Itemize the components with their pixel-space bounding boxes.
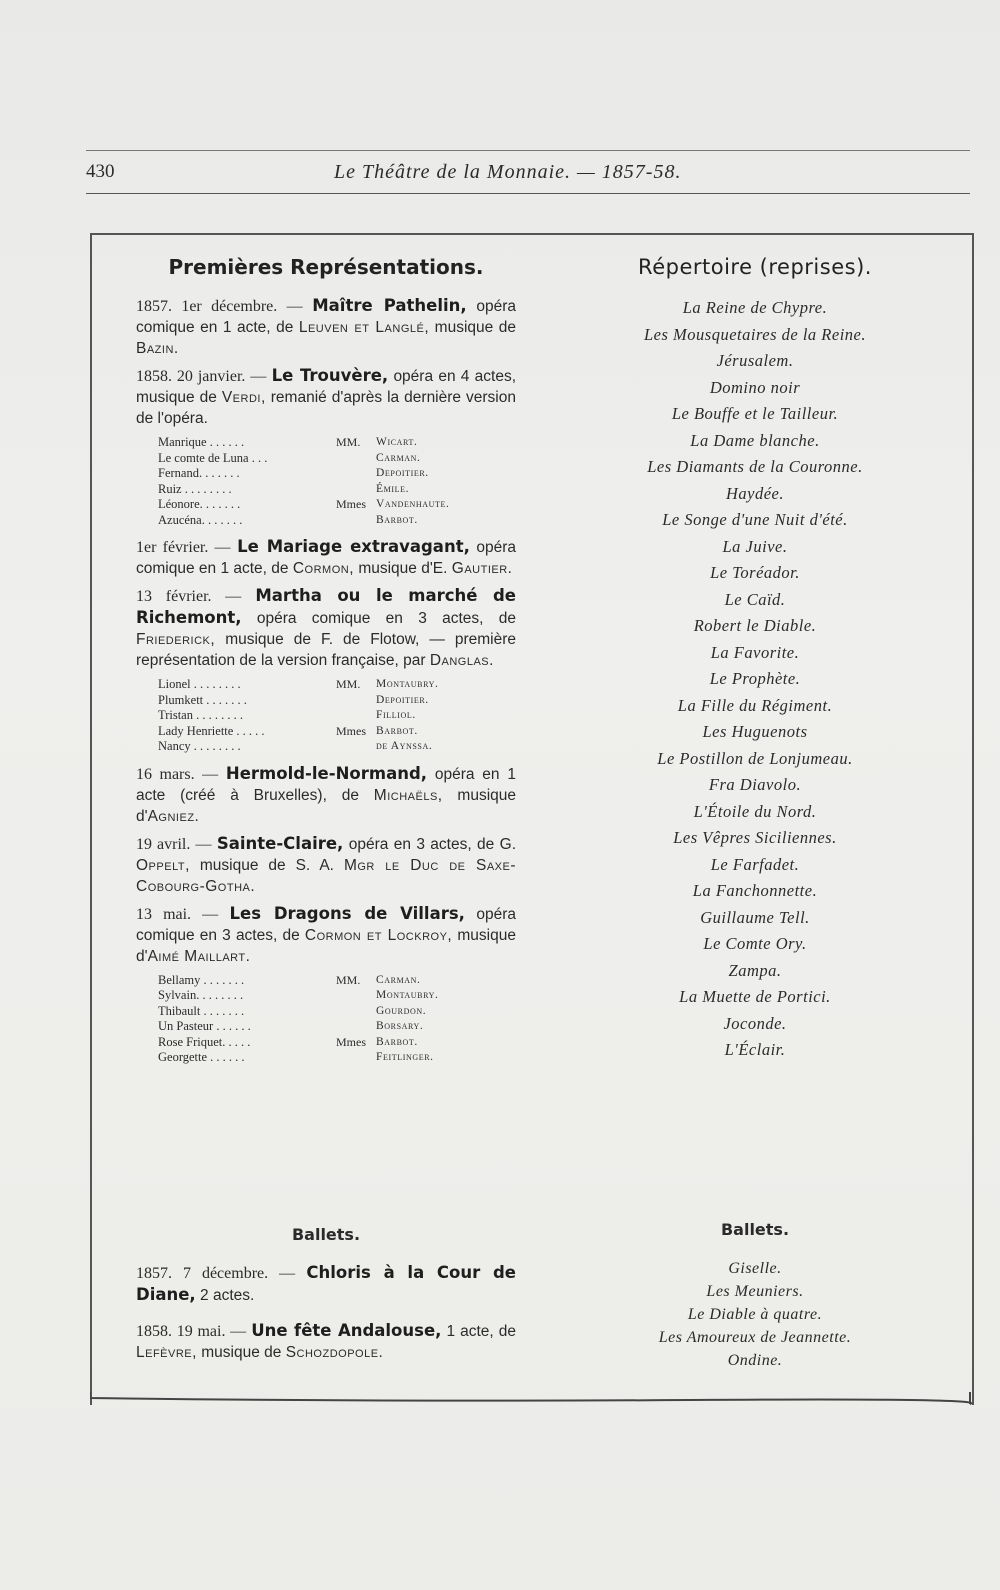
running-title: Le Théâtre de la Monnaie. — 1857-58. [334, 161, 682, 183]
entry-authors: Michaëls, [373, 786, 443, 804]
entry-mariage [136, 536, 516, 579]
cast-actor: de Aynssa. [376, 740, 433, 752]
cast-role: Thibault . . . . . . . [158, 1003, 245, 1018]
cast-row [158, 988, 516, 1004]
entry-composer: Agniez. [147, 807, 200, 825]
cast-row [158, 693, 516, 709]
entry-text2: remanié d'après la dernière version de l'opéra. [136, 389, 516, 427]
cast-row [158, 973, 516, 989]
cast-honorific [336, 1004, 376, 1020]
cast-honorific [336, 988, 376, 1004]
header-rule-top [86, 150, 970, 151]
entry-composer: Gautier. [451, 560, 513, 577]
cast-row [158, 497, 516, 513]
entry-work: Le Trouvère, [271, 366, 389, 385]
repertoire-item: La Fille du Régiment. [677, 695, 833, 715]
ballet-item: Les Amoureux de Jeannette. [658, 1329, 852, 1346]
repertoire-item: Les Diamants de la Couronne. [647, 457, 863, 476]
cast-honorific [336, 466, 376, 482]
repertoire-item: Le Prophète. [709, 669, 801, 688]
cast-role: Georgette . . . . . . [158, 1050, 245, 1064]
cast-list-dragons [158, 973, 516, 1066]
repertoire-item: La Fanchonnette. [692, 881, 818, 900]
entry-text2: musique de F. de Flotow, — première représentation de la version française, par [136, 631, 516, 669]
cast-role: Le comte de Luna . . . [158, 450, 268, 465]
cast-honorific [336, 1050, 376, 1066]
ballets-premieres [136, 1225, 516, 1369]
entry-text: opéra en 3 actes, de G. [348, 835, 517, 853]
entry-text: opéra comique en 3 actes, de [256, 610, 517, 627]
entry-authors: Oppelt, [136, 856, 190, 874]
ballet-item: Les Meuniers. [706, 1283, 804, 1300]
entry-date: 13 février. — [136, 588, 242, 605]
entry-date: 19 avril. — [136, 835, 212, 853]
entry-composer: Bazin. [136, 340, 179, 357]
cast-actor: Depoitier. [376, 467, 429, 479]
entry-work: Les Dragons de Villars, [229, 903, 465, 923]
ballets-title-right: Ballets. [720, 1220, 790, 1239]
entry-composer: Schozdopole. [285, 1344, 384, 1361]
entry-composer: Verdi, [221, 389, 266, 406]
repertoire-item: L'Étoile du Nord. [693, 801, 817, 821]
entry-composer: Danglas. [429, 652, 494, 669]
entry-text2: musique d' [136, 926, 516, 965]
ballets-repertoire [610, 1220, 900, 1372]
cast-row [158, 708, 516, 724]
repertoire-item: La Muette de Portici. [679, 987, 831, 1006]
cast-honorific: MM. [336, 677, 361, 691]
repertoire-item: Haydée. [725, 483, 784, 503]
cast-role: Bellamy . . . . . . . [158, 972, 245, 987]
cast-actor: Barbot. [376, 1035, 418, 1048]
repertoire-column [610, 255, 900, 1064]
cast-role: Nancy . . . . . . . . [158, 739, 241, 753]
cast-row [158, 466, 516, 482]
repertoire-item: Les Mousquetaires de la Reine. [644, 324, 866, 344]
entry-work: Martha ou le marché de Richemont, [136, 586, 516, 627]
entry-dragons [136, 903, 516, 967]
repertoire-item: Le Songe d'une Nuit d'été. [662, 510, 848, 529]
entry-work: Le Mariage extravagant, [237, 537, 470, 556]
entry-date: 1er février. — [136, 539, 231, 556]
repertoire-item: Robert le Diable. [693, 616, 817, 635]
cast-honorific: Mmes [336, 497, 366, 511]
ballet-entry-chloris [136, 1262, 516, 1306]
cast-honorific: MM. [336, 435, 361, 449]
entry-composer: Mgr le Duc de Saxe-Cobourg-Gotha. [136, 856, 516, 895]
cast-actor: Carman. [376, 451, 421, 464]
repertoire-item: Guillaume Tell. [700, 907, 810, 927]
repertoire-item: La Dame blanche. [690, 430, 820, 450]
cast-honorific [336, 708, 376, 724]
ballet-item: Giselle. [728, 1260, 782, 1277]
entry-martha [136, 585, 516, 671]
entry-pathelin [136, 295, 516, 359]
entry-text: opéra en 1 acte (créé à Bruxelles), de [136, 765, 516, 804]
cast-role: Fernand. . . . . . . [158, 466, 240, 480]
premieres-column [136, 255, 516, 1074]
ballets-title-left: Ballets. [291, 1225, 361, 1244]
cast-row [158, 513, 516, 529]
repertoire-item: Le Postillon de Lonjumeau. [657, 748, 853, 768]
cast-honorific [336, 693, 376, 709]
repertoire-item: Domino noir [709, 377, 801, 397]
cast-honorific: Mmes [336, 723, 366, 738]
repertoire-item: Le Caïd. [724, 589, 786, 609]
entry-authors: Leuven et Langlé, [298, 319, 430, 336]
entry-authors: Cormon et Lockroy, [304, 926, 453, 944]
entry-text: opéra comique en 3 actes, de [136, 905, 516, 944]
cast-actor: Montaubry. [376, 989, 439, 1001]
cast-row [158, 451, 516, 467]
cast-honorific [336, 739, 376, 755]
running-header [86, 161, 970, 191]
entry-date: 1857. 1er décembre. — [136, 298, 303, 315]
cast-role: Tristan . . . . . . . . [158, 708, 243, 722]
repertoire-list [610, 295, 900, 1064]
cast-row [158, 677, 516, 693]
repertoire-item: La Reine de Chypre. [682, 298, 828, 317]
repertoire-item: Le Comte Ory. [703, 934, 807, 953]
cast-actor: Barbot. [376, 724, 418, 737]
cast-role: Lionel . . . . . . . . [158, 677, 241, 691]
cast-role: Un Pasteur . . . . . . [158, 1019, 251, 1033]
cast-row [158, 1035, 516, 1051]
cast-role: Sylvain. . . . . . . . [158, 988, 244, 1002]
entry-text2: musique de [434, 319, 517, 336]
cast-actor: Montaubry. [376, 678, 439, 690]
entry-sainte-claire [136, 833, 516, 897]
entry-authors: Cormon, [292, 560, 355, 577]
cast-list-martha [158, 677, 516, 755]
cast-honorific: MM. [336, 972, 361, 987]
cast-row [158, 1050, 516, 1066]
entry-authors: Friederick, [136, 631, 216, 648]
entry-text: 2 actes. [200, 1287, 255, 1304]
cast-actor: Émile. [376, 482, 410, 495]
cast-actor: Feitlinger. [376, 1051, 434, 1063]
cast-role: Léonore. . . . . . . [158, 497, 241, 511]
cast-role: Azucéna. . . . . . . [158, 512, 243, 527]
entry-text2: musique de [201, 1344, 282, 1361]
entry-text: opéra en 4 actes, musique de [136, 368, 517, 406]
cast-row [158, 482, 516, 498]
cast-role: Ruiz . . . . . . . . [158, 481, 232, 496]
cast-actor: Gourdon. [376, 1004, 427, 1017]
entry-trouvere [136, 365, 516, 429]
ballets-list [610, 1257, 900, 1372]
cast-honorific: Mmes [336, 1034, 366, 1049]
cast-honorific [336, 482, 376, 498]
cast-role: Lady Henriette . . . . . [158, 723, 265, 738]
cast-role: Rose Friquet. . . . . [158, 1034, 251, 1049]
entry-composer: Aimé Maillart. [147, 947, 251, 965]
cast-honorific [336, 513, 376, 529]
entry-date: 13 mai. — [136, 905, 219, 923]
repertoire-item: Le Farfadet. [710, 854, 800, 874]
ballet-item: Le Diable à quatre. [687, 1306, 823, 1323]
cast-actor: Filliol. [376, 709, 416, 721]
entry-date: 16 mars. — [136, 765, 219, 783]
header-rule-bottom [86, 193, 970, 194]
cast-role: Manrique . . . . . . [158, 435, 245, 449]
repertoire-item: La Juive. [722, 536, 788, 556]
cast-row [158, 1019, 516, 1035]
repertoire-item: Le Bouffe et le Tailleur. [671, 404, 839, 423]
ballet-item: Ondine. [727, 1352, 783, 1369]
entry-text: 1 acte, de [446, 1323, 516, 1340]
entry-work: Une fête Andalouse, [251, 1321, 442, 1340]
entry-date: 1857. 7 décembre. — [136, 1265, 296, 1282]
cast-actor: Vandenhaute. [376, 498, 450, 510]
repertoire-item: Les Vêpres Siciliennes. [673, 828, 837, 847]
repertoire-item: La Favorite. [710, 642, 800, 662]
repertoire-item: Fra Diavolo. [708, 775, 802, 794]
cast-honorific [336, 1019, 376, 1035]
cast-role: Plumkett . . . . . . . [158, 692, 247, 707]
cast-actor: Depoitier. [376, 693, 429, 706]
cast-actor: Wicart. [376, 436, 418, 448]
entry-text: opéra comique en 1 acte, de [136, 539, 516, 577]
cast-row [158, 724, 516, 740]
cast-row [158, 435, 516, 451]
repertoire-item: Le Toréador. [710, 563, 800, 582]
premieres-title: Premières Représentations. [168, 255, 484, 279]
page-number: 430 [86, 161, 115, 182]
repertoire-item: Zampa. [728, 960, 782, 980]
entry-work: Maître Pathelin, [312, 296, 467, 315]
entry-date: 1858. 20 janvier. — [136, 368, 267, 385]
entry-hermold [136, 763, 516, 827]
repertoire-item: Joconde. [723, 1013, 787, 1033]
entry-date: 1858. 19 mai. — [136, 1323, 247, 1340]
entry-work: Hermold-le-Normand, [225, 763, 428, 783]
entry-authors: Lefèvre, [136, 1344, 197, 1361]
cast-list-trouvere [158, 435, 516, 528]
cast-row [158, 739, 516, 755]
entry-text: opéra comique en 1 acte, de [136, 298, 516, 336]
entry-text2: musique d' [136, 786, 517, 825]
ballet-entry-fete-andalouse [136, 1320, 516, 1363]
entry-text2: musique de S. A. [199, 856, 334, 874]
repertoire-title: Répertoire (reprises). [638, 255, 872, 279]
repertoire-item: L'Éclair. [724, 1040, 786, 1059]
cast-actor: Carman. [376, 973, 421, 986]
repertoire-item: Les Huguenots [702, 722, 808, 741]
cast-actor: Borsary. [376, 1020, 424, 1032]
cast-row [158, 1004, 516, 1020]
repertoire-item: Jérusalem. [716, 351, 794, 370]
entry-work: Chloris à la Cour de Diane, [136, 1263, 516, 1304]
entry-text2: musique d'E. [358, 560, 448, 577]
cast-honorific [336, 451, 376, 467]
frame-bottom-rule [90, 1392, 972, 1406]
cast-actor: Barbot. [376, 513, 418, 526]
entry-work: Sainte-Claire, [216, 833, 344, 853]
